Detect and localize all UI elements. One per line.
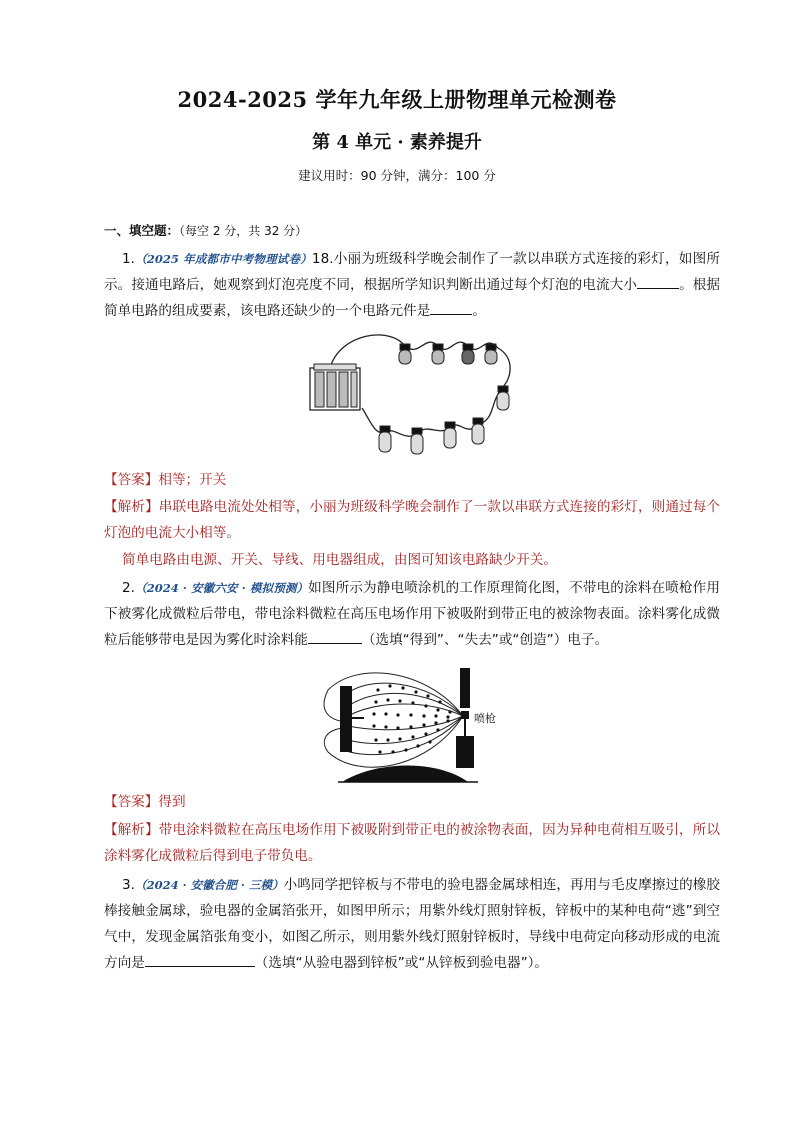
spray-gun-label: 喷枪 [474, 712, 496, 725]
series-lights-figure [300, 328, 540, 464]
spray-gun-figure [318, 660, 518, 784]
question-3 [104, 872, 720, 976]
analysis-label: 【解析】 [104, 499, 159, 515]
exam-meta: 建议用时：90 分钟，满分：100 分 [298, 168, 496, 183]
section-note: （每空 2 分，共 32 分） [179, 224, 308, 238]
answer-text: 得到 [158, 794, 186, 810]
question-3-source: （2024 · 安徽合肥 · 三模） [134, 878, 284, 892]
question-2 [104, 575, 720, 653]
question-2-text-b: （选填“得到”、“失去”或“创造”）电子。 [361, 632, 609, 648]
question-1-source: （2025 年成都市中考物理试卷） [134, 252, 312, 266]
question-3-text-b: （选填“从验电器到锌板”或“从锌板到验电器”）。 [254, 955, 549, 971]
question-1-text-a: 18.小丽为班级科学晚会制作了一款以串联方式连接的彩灯，如图所示。接通电路后，她观察到灯泡亮度不同，根据所学知识判断出通过每个灯泡的电流大小 [104, 251, 720, 293]
analysis-text-1: 串联电路电流处处相等，小丽为班级科学晚会制作了一款以串联方式连接的彩灯，则通过每个灯泡的电流大小相等。 [104, 499, 720, 541]
answer-text: 相等；开关 [158, 472, 227, 488]
question-1-text-c: 。 [472, 303, 486, 319]
section-heading [104, 221, 307, 239]
question-1-number: 1. [122, 251, 135, 267]
question-3-text-a: 小鸣同学把锌板与不带电的验电器金属球相连，再用与毛皮摩擦过的橡胶棒接触金属球，验电器的金属箔张开，如图甲所示；用紫外线灯照射锌板，锌板中的某种电荷“逃”到空气中，发现金属箔张角变小，如图乙所示，则用紫外线灯照射锌板时，导线中电荷定向移动形成的电流方向是 [104, 877, 721, 971]
question-1-analysis [104, 494, 720, 546]
page-title: 2024-2025 学年九年级上册物理单元检测卷 [177, 87, 617, 112]
question-3-blank-1[interactable] [145, 952, 255, 967]
question-2-answer [104, 789, 186, 815]
question-3-number: 3. [122, 877, 135, 893]
question-1-answer [104, 467, 226, 493]
question-2-number: 2. [122, 580, 135, 596]
spray-gun-barrel [460, 668, 470, 708]
question-2-blank-1[interactable] [308, 629, 362, 644]
question-1-analysis-2: 简单电路由电源、开关、导线、用电器组成，由图可知该电路缺少开关。 [122, 552, 557, 568]
question-2-analysis [104, 817, 720, 869]
target-plate [340, 686, 352, 752]
answer-label: 【答案】 [104, 794, 159, 810]
page-subtitle: 第 4 单元 · 素养提升 [312, 132, 482, 153]
section-title: 一、填空题： [104, 223, 180, 238]
answer-label: 【答案】 [104, 472, 159, 488]
question-2-source: （2024 · 安徽六安 · 模拟预测） [134, 581, 309, 595]
question-1-blank-2[interactable] [430, 300, 472, 315]
question-2-text-a: 如图所示为静电喷涂机的工作原理简化图，不带电的涂料在喷枪作用下被雾化成微粒后带电，带电涂料微粒在高压电场作用下被吸附到带正电的被涂物表面。涂料雾化成微粒后能够带电是因为雾化时涂料能 [104, 580, 721, 648]
question-1-text-b: 。根据简单电路的组成要素，该电路还缺少的一个电路元件是 [104, 277, 721, 319]
question-1 [104, 246, 720, 324]
analysis-label: 【解析】 [104, 822, 159, 838]
battery-pack [310, 364, 360, 410]
spray-gun-body [456, 736, 474, 768]
analysis-text-1: 带电涂料微粒在高压电场作用下被吸附到带正电的被涂物表面，因为异种电荷相互吸引，所以涂料雾化成微粒后得到电子带负电。 [104, 822, 720, 864]
question-1-blank-1[interactable] [637, 274, 679, 289]
